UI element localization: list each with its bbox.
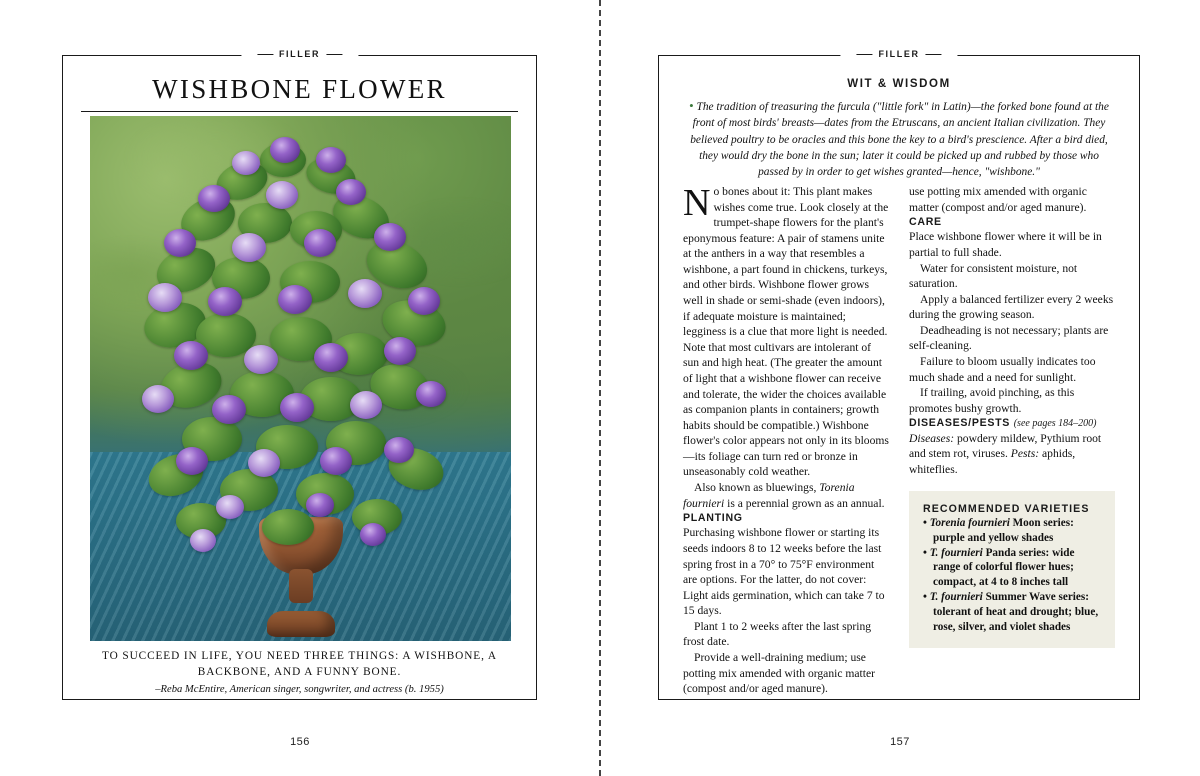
- pests-label: Pests:: [1010, 447, 1040, 461]
- variety-text: Moon series: purple and yellow shades: [933, 516, 1074, 544]
- pot-stem: [289, 569, 313, 603]
- also-known-paragraph: [683, 480, 889, 511]
- title-divider: [81, 111, 518, 112]
- plant-foliage: [120, 137, 482, 545]
- also-known-suffix: is a perennial grown as an annual.: [724, 496, 885, 510]
- variety-latin: T. fournieri: [929, 546, 983, 559]
- care-paragraph-4: Deadheading is not necessary; plants are self-cleaning.: [909, 323, 1109, 353]
- rule-right-icon: [926, 54, 942, 55]
- plant-photo-art: [90, 116, 511, 641]
- care-paragraph-6: If trailing, avoid pinching, as this promotes bushy growth.: [909, 386, 1075, 415]
- body-columns: [683, 182, 1115, 696]
- care-paragraph-1: Place wishbone flower where it will be in partial to full shade.: [909, 230, 1102, 259]
- planting-paragraph-3-continued: use potting mix amended with organic matter (compost and/or aged manure).: [909, 185, 1087, 214]
- caption-attribution: –Reba McEntire, American singer, songwriter, and actress (b. 1955): [155, 683, 444, 695]
- diseases-pests-see-pages: (see pages 184–200): [1013, 418, 1097, 430]
- spread-gutter-divider: [599, 0, 603, 776]
- diseases-text: powdery mildew, Pythium root and stem rot, viruses.: [909, 431, 1102, 461]
- running-head-right-label: FILLER: [878, 49, 920, 59]
- left-page-frame: [62, 49, 537, 700]
- care-paragraph-3: Apply a balanced fertilizer every 2 weeks during the growing season.: [909, 292, 1114, 322]
- page-number-right: 157: [890, 736, 910, 748]
- pests-text: aphids, whiteflies.: [909, 447, 1076, 476]
- wit-and-wisdom-body: The tradition of treasuring the furcula ("little fork" in Latin)—the forked bone found at the front of most birds' breasts—dates from the Etruscans, an ancient Italian civilization. They believed poultry to be oracles and this bone the key to a bird's prescience. After a bird died, they would dry the bone in the sun; later it could be picked up and rubbed by those who passed by in order to get wishes granted—hence, "wishbone.": [690, 101, 1109, 179]
- intro-paragraph-text: o bones about it: This plant makes wishes come true. Look closely at the trumpet-shape flowers for the plant's eponymous feature: A pair of stamens unite at the anthers in a way that resembles a wishbone, a part found in chickens, turkeys, and other birds. Wishbone flower grows well in shade or semi-shade (even indoors), if adequate moisture is maintained; legginess is a clue that more light is needed. Note that most cultivars are intolerant of sun and high heat. (The greater the amount of light that a wishbone flower can receive and tolerate, the wider the choices available as companion plants in containers; growth habits should be compatible.) Wishbone flower's color appears not only in its blooms—its foliage can turn red or bronze in unseasonably cold weather.: [683, 185, 889, 479]
- variety-latin: Torenia fournieri: [929, 516, 1010, 529]
- planting-paragraph-2: Plant 1 to 2 weeks after the last spring frost date.: [683, 619, 872, 649]
- running-head-left-label: FILLER: [278, 49, 321, 59]
- recommended-variety-item: [923, 546, 1101, 591]
- rule-left-icon: [257, 54, 273, 55]
- wit-and-wisdom-block: [683, 78, 1115, 180]
- wit-and-wisdom-heading: WIT & WISDOM: [847, 78, 951, 90]
- recommended-variety-item: [923, 516, 1101, 546]
- variety-text: Panda series: wide range of colorful flower hues; compact, at 4 to 8 inches tall: [933, 546, 1075, 589]
- planting-paragraph-1: Purchasing wishbone flower or starting its seeds indoors 8 to 12 weeks before the last spring frost in a 70° to 75°F environment are options. For the latter, do not cover: Light aids germination, which can take 7 to 15 days.: [683, 526, 885, 618]
- page-title: WISHBONE FLOWER: [152, 74, 447, 104]
- recommended-varieties-title: RECOMMENDED VARIETIES: [923, 502, 1090, 515]
- intro-paragraph: [683, 184, 889, 480]
- caption-quote: TO SUCCEED IN LIFE, YOU NEED THREE THINGS: A WISHBONE, A BACKBONE, AND A FUNNY BONE.: [102, 650, 497, 679]
- bullet-icon: •: [923, 591, 927, 604]
- drop-cap: N: [683, 182, 711, 224]
- right-page-frame: [658, 49, 1140, 700]
- photo-caption: [87, 648, 512, 695]
- bullet-icon: •: [689, 98, 694, 113]
- bullet-icon: •: [923, 546, 927, 559]
- diseases-label: Diseases:: [909, 431, 955, 445]
- bullet-icon: •: [923, 516, 927, 529]
- recommended-varieties-box: [909, 491, 1115, 648]
- pot-foot: [267, 611, 335, 637]
- rule-left-icon: [856, 54, 872, 55]
- running-head-left: [241, 49, 358, 59]
- diseases-pests-body: [909, 431, 1115, 478]
- planting-heading: PLANTING: [683, 512, 743, 525]
- plant-photo: [90, 116, 511, 641]
- column-left: [683, 182, 889, 696]
- variety-latin: T. fournieri: [929, 591, 983, 604]
- recommended-variety-item: [923, 590, 1101, 635]
- care-heading: CARE: [909, 216, 942, 229]
- also-known-prefix: Also known as bluewings,: [694, 480, 820, 494]
- diseases-pests-heading: [909, 416, 1115, 430]
- column-right: [909, 184, 1115, 681]
- care-paragraph-2: Water for consistent moisture, not saturation.: [909, 261, 1078, 291]
- wit-and-wisdom-text: [683, 97, 1115, 180]
- right-page: [600, 0, 1200, 776]
- rule-right-icon: [326, 54, 342, 55]
- variety-text: Summer Wave series: tolerant of heat and drought; blue, rose, silver, and violet shades: [933, 591, 1099, 634]
- running-head-right: [840, 49, 957, 59]
- page-number-left: 156: [290, 736, 310, 748]
- diseases-pests-label: DISEASES/PESTS: [909, 417, 1011, 430]
- planting-paragraph-3: Provide a well-draining medium; use potting mix amended with organic matter (compost and/or aged manure).: [683, 651, 876, 696]
- also-known-latin: Torenia fournieri: [683, 480, 855, 510]
- care-paragraph-5: Failure to bloom usually indicates too much shade and a need for sunlight.: [909, 355, 1096, 384]
